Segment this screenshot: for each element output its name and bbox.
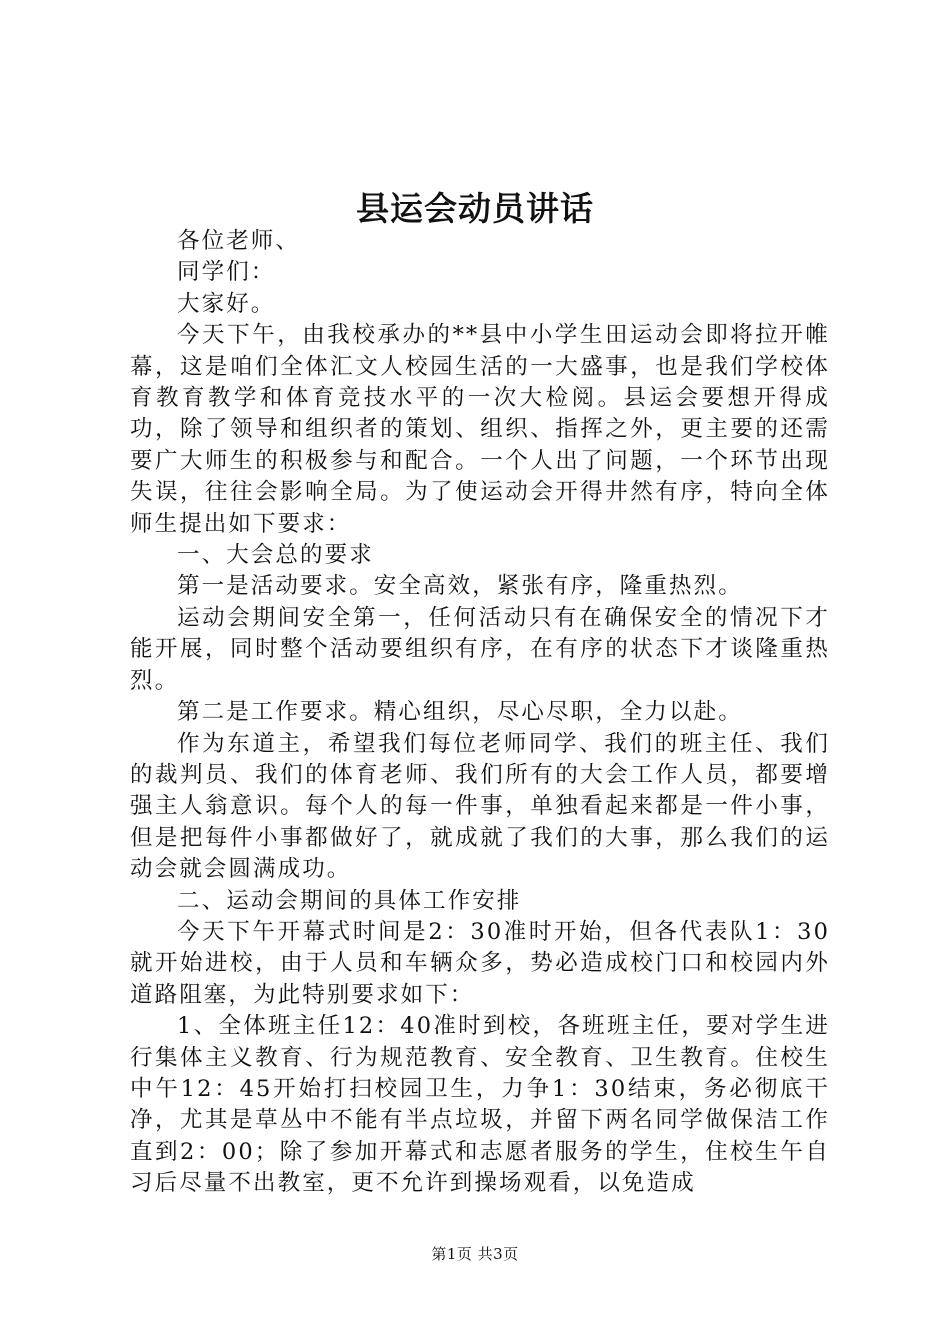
section-heading: 一、大会总的要求 xyxy=(177,542,374,569)
greeting: 大家好。 xyxy=(177,290,276,317)
paragraph: 作为东道主，希望我们每位老师同学、我们的班主任、我们的裁判员、我们的体育老师、我们所有的大会工作人员，都要增强主人翁意识。每个人的每一件事，单独看起来都是一件小事，但是把每件小事都做好了，就成就了我们的大事，那么我们的运动会就会圆满成功。 xyxy=(130,730,830,883)
paragraph: 运动会期间安全第一，任何活动只有在确保安全的情况下才能开展，同时整个活动要组织有序，在有序的状态下才谈隆重热烈。 xyxy=(130,604,830,694)
salutation-teachers: 各位老师、 xyxy=(177,228,301,254)
page-footer: 第1页 共3页 xyxy=(431,1245,519,1263)
document-title: 县运会动员讲话 xyxy=(356,189,594,228)
paragraph: 第一是活动要求。安全高效，紧张有序，隆重热烈。 xyxy=(177,573,743,600)
paragraph: 今天下午开幕式时间是2：30准时开始，但各代表队1：30就开始进校，由于人员和车辆众多，势必造成校门口和校园内外道路阻塞，为此特别要求如下： xyxy=(130,918,830,1008)
paragraph: 今天下午，由我校承办的**县中小学生田运动会即将拉开帷幕，这是咱们全体汇文人校园生活的一大盛事，也是我们学校体育教育教学和体育竞技水平的一次大检阅。县运会要想开得成功，除了领导和组织者的策划、组织、指挥之外，更主要的还需要广大师生的积极参与和配合。一个人出了问题，一个环节出现失误，往往会影响全局。为了使运动会开得井然有序，特向全体师生提出如下要求： xyxy=(130,322,830,537)
paragraph: 1、全体班主任12：40准时到校，各班班主任，要对学生进行集体主义教育、行为规范教育、安全教育、卫生教育。住校生中午12：45开始打扫校园卫生，力争1：30结束，务必彻底干净，尤其是草丛中不能有半点垃圾，并留下两名同学做保洁工作直到2：00；除了参加开幕式和志愿者服务的学生，住校生午自习后尽量不出教室，更不允许到操场观看，以免造成 xyxy=(130,1013,830,1197)
paragraph: 第二是工作要求。精心组织，尽心尽职，全力以赴。 xyxy=(177,699,743,726)
document-body xyxy=(130,226,830,1200)
salutation-students: 同学们： xyxy=(177,259,276,286)
section-heading: 二、运动会期间的具体工作安排 xyxy=(177,887,522,914)
